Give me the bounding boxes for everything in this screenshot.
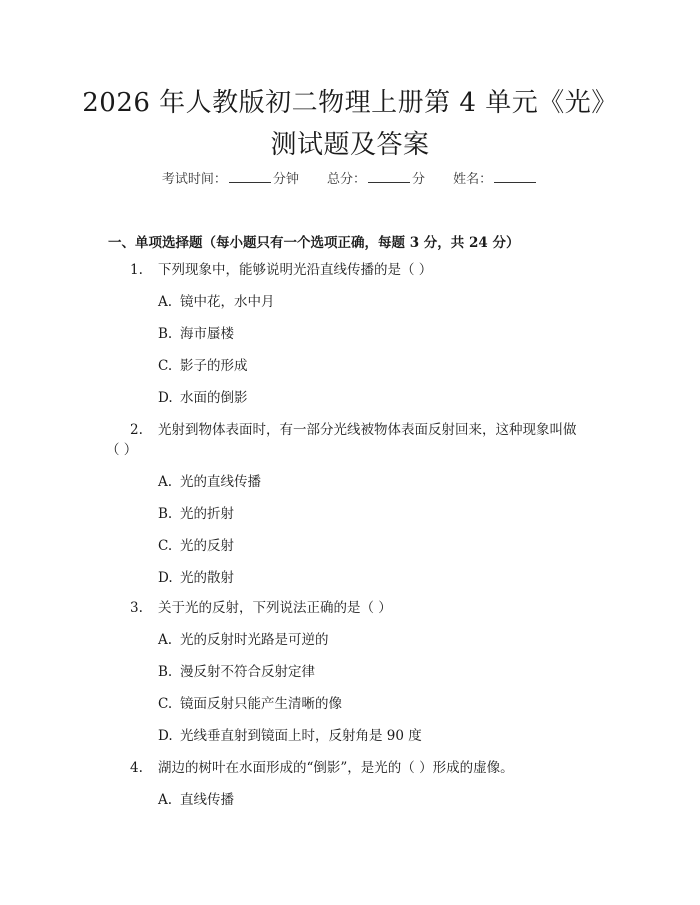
option-letter: C.: [158, 358, 173, 374]
option-text: 光线垂直射到镜面上时，反射角是 90 度: [180, 728, 422, 744]
option-3b[interactable]: [158, 662, 315, 682]
time-unit: 分钟: [272, 172, 299, 187]
option-letter: B.: [158, 506, 173, 522]
option-2c[interactable]: [158, 536, 234, 556]
page-title-line1: 2026 年人教版初二物理上册第 4 单元《光》: [82, 88, 618, 118]
option-letter: A.: [158, 632, 173, 648]
question-number: 3.: [130, 600, 143, 616]
option-letter: A.: [158, 294, 173, 310]
page-title-line2: 测试题及答案: [270, 130, 430, 160]
option-letter: D.: [158, 570, 173, 586]
time-blank[interactable]: [229, 170, 271, 183]
option-text: 影子的形成: [180, 358, 248, 374]
time-label: 考试时间：: [161, 172, 227, 187]
option-2a[interactable]: [158, 472, 261, 492]
exam-meta: [0, 168, 700, 187]
question-2-continuation: （ ）: [106, 442, 138, 458]
option-text: 海市蜃楼: [180, 326, 234, 342]
option-2b[interactable]: [158, 504, 234, 524]
option-3a[interactable]: [158, 630, 329, 650]
option-letter: B.: [158, 664, 173, 680]
score-blank[interactable]: [368, 170, 410, 183]
score-label: 总分：: [326, 172, 366, 187]
option-3d[interactable]: [158, 726, 422, 746]
option-text: 漫反射不符合反射定律: [180, 664, 315, 680]
option-1a[interactable]: [158, 292, 275, 312]
option-letter: C.: [158, 696, 173, 712]
question-text: 光射到物体表面时，有一部分光线被物体表面反射回来，这种现象叫做: [158, 422, 577, 438]
question-text: 关于光的反射，下列说法正确的是（ ）: [158, 600, 392, 616]
option-letter: B.: [158, 326, 173, 342]
option-3c[interactable]: [158, 694, 342, 714]
question-number: 4.: [130, 760, 143, 776]
question-text: 下列现象中，能够说明光沿直线传播的是（ ）: [158, 262, 433, 278]
option-text: 光的直线传播: [180, 474, 261, 490]
option-4a[interactable]: [158, 790, 234, 810]
time-field: [162, 172, 303, 187]
option-text: 光的散射: [180, 570, 234, 586]
option-letter: C.: [158, 538, 173, 554]
name-field: [453, 172, 538, 187]
option-text: 直线传播: [180, 792, 234, 808]
question-number: 2.: [130, 422, 143, 438]
option-1b[interactable]: [158, 324, 234, 344]
option-2d[interactable]: [158, 568, 234, 588]
option-text: 光的折射: [180, 506, 234, 522]
option-text: 镜面反射只能产生清晰的像: [180, 696, 342, 712]
option-text: 水面的倒影: [180, 390, 248, 406]
score-field: [327, 172, 429, 187]
option-1c[interactable]: [158, 356, 248, 376]
score-unit: 分: [412, 172, 426, 187]
option-text: 光的反射时光路是可逆的: [180, 632, 329, 648]
name-blank[interactable]: [494, 170, 536, 183]
question-text: 湖边的树叶在水面形成的“倒影”，是光的（ ）形成的虚像。: [158, 760, 514, 776]
section-heading: 一、单项选择题（每小题只有一个选项正确，每题 3 分，共 24 分）: [108, 235, 520, 251]
option-text: 光的反射: [180, 538, 234, 554]
option-letter: A.: [158, 474, 173, 490]
name-label: 姓名：: [453, 172, 493, 187]
question-number: 1.: [130, 262, 143, 278]
option-letter: D.: [158, 390, 173, 406]
option-1d[interactable]: [158, 388, 248, 408]
option-text: 镜中花，水中月: [180, 294, 275, 310]
option-letter: D.: [158, 728, 173, 744]
option-letter: A.: [158, 792, 173, 808]
